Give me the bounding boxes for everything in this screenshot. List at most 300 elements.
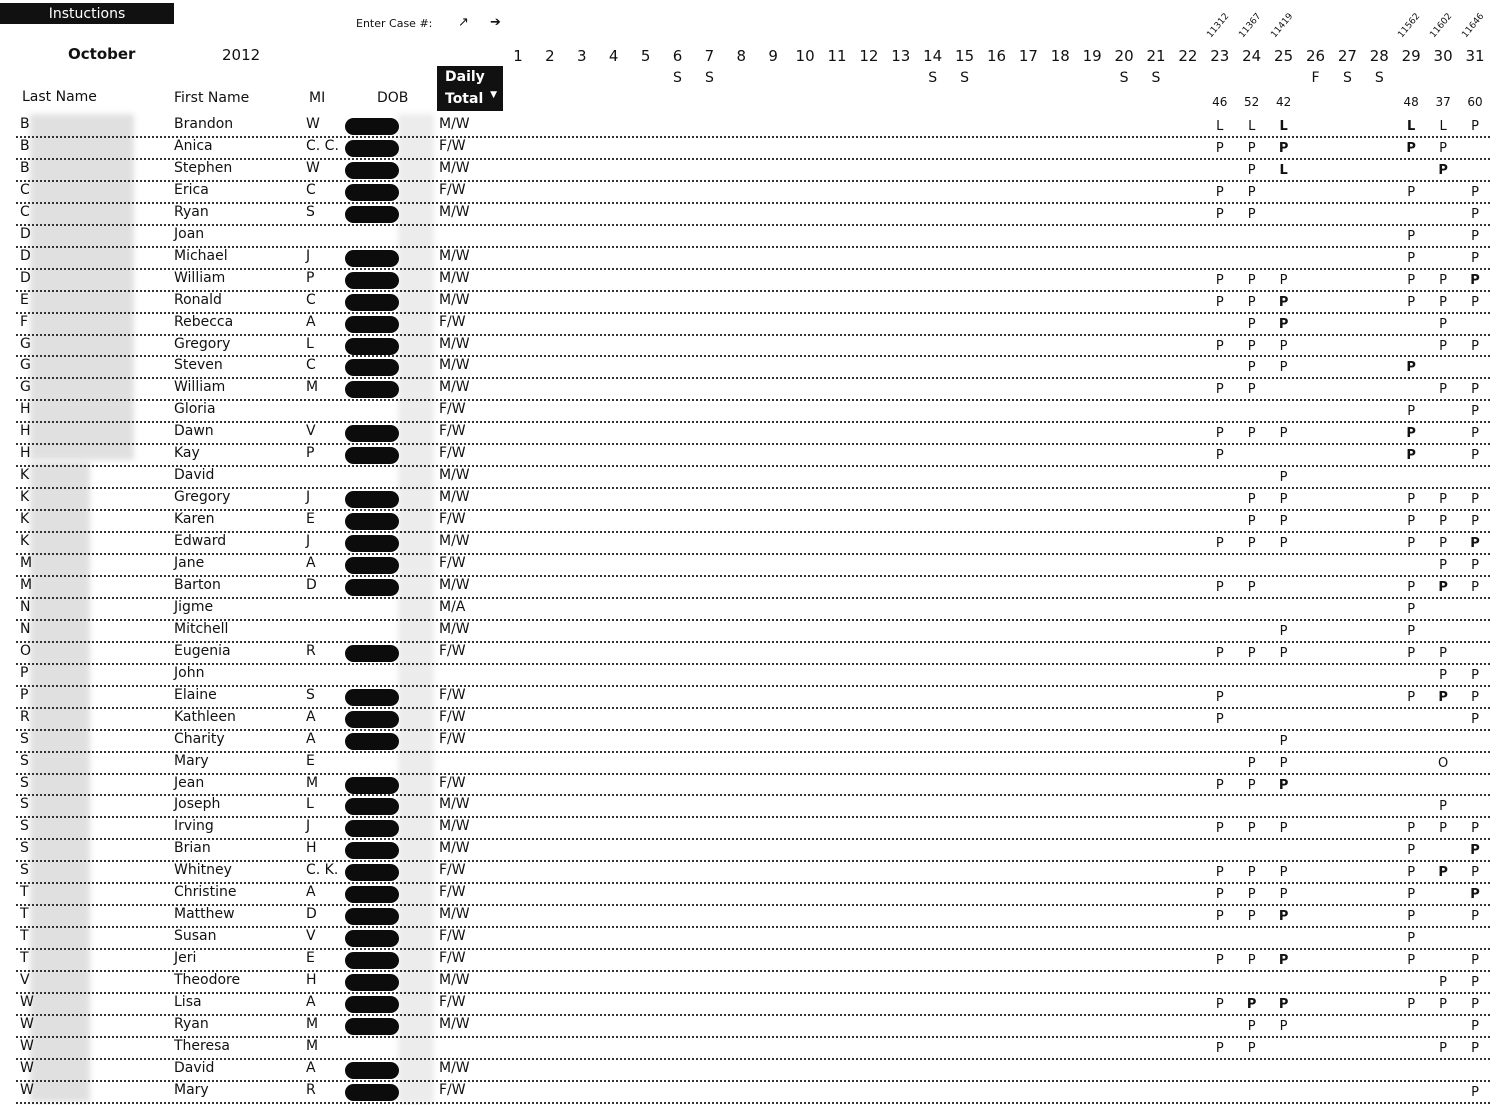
daily-total-button[interactable] <box>437 66 503 111</box>
attendance-mark-day-29[interactable]: P <box>1407 536 1416 552</box>
attendance-mark-day-31[interactable]: P <box>1471 250 1479 266</box>
attendance-mark-day-24[interactable]: P <box>1247 426 1256 442</box>
demographic-cell: M/W <box>439 1015 470 1032</box>
attendance-mark-day-25[interactable]: P <box>1278 294 1289 310</box>
attendance-mark-day-31[interactable]: P <box>1471 997 1479 1012</box>
attendance-mark-day-23[interactable]: P <box>1215 689 1224 705</box>
row-divider <box>16 224 1490 226</box>
attendance-mark-day-30[interactable]: P <box>1439 514 1448 530</box>
demographic-cell: M/W <box>439 796 470 813</box>
attendance-mark-day-24[interactable]: P <box>1247 338 1256 354</box>
mi-cell: V <box>306 423 316 440</box>
attendance-mark-day-23[interactable]: P <box>1215 1040 1224 1056</box>
attendance-mark-day-23[interactable]: P <box>1215 536 1224 552</box>
first-name-cell: Theresa <box>174 1037 230 1054</box>
last-name-cell: W <box>20 1037 34 1054</box>
demographic-cell: F/W <box>439 642 466 659</box>
attendance-mark-day-29[interactable]: P <box>1407 865 1416 881</box>
attendance-mark-day-31[interactable]: P <box>1471 184 1479 200</box>
last-name-cell: T <box>20 928 29 945</box>
attendance-mark-day-24[interactable]: P <box>1247 140 1256 156</box>
last-name-cell: K <box>20 489 30 506</box>
day-14-header: 14 <box>923 47 943 65</box>
attendance-mark-day-31[interactable]: P <box>1471 294 1479 310</box>
daily-total-25: 42 <box>1275 95 1292 109</box>
attendance-mark-day-25[interactable]: P <box>1278 316 1289 332</box>
attendance-mark-day-25[interactable]: P <box>1279 338 1288 354</box>
attendance-mark-day-31[interactable]: P <box>1471 119 1479 134</box>
daily-total-label-1: Daily <box>445 69 485 85</box>
last-name-cell: D <box>20 247 31 264</box>
attendance-mark-day-24[interactable]: P <box>1247 887 1256 903</box>
attendance-mark-day-29[interactable]: P <box>1407 887 1416 903</box>
case-number-30: 11602 <box>1428 11 1455 40</box>
row-divider <box>16 1036 1490 1038</box>
row-divider <box>16 180 1490 182</box>
attendance-mark-day-25[interactable]: P <box>1279 623 1288 639</box>
row-divider <box>16 685 1490 687</box>
attendance-mark-day-31[interactable]: P <box>1471 579 1479 595</box>
dob-redacted-mark <box>345 491 399 508</box>
attendance-mark-day-29[interactable]: P <box>1406 426 1416 442</box>
row-divider <box>16 531 1490 533</box>
attendance-mark-day-25[interactable]: P <box>1278 140 1289 156</box>
day-5-header: 5 <box>640 47 651 65</box>
dob-redacted-mark <box>345 184 399 201</box>
case-number-29: 11562 <box>1396 11 1423 40</box>
attendance-mark-day-31[interactable]: P <box>1471 338 1479 354</box>
attendance-mark-day-31[interactable]: P <box>1471 1084 1479 1100</box>
dob-redacted-mark <box>345 140 399 157</box>
attendance-mark-day-23[interactable]: L <box>1216 119 1224 134</box>
last-name-cell: N <box>20 598 31 615</box>
attendance-mark-day-23[interactable]: P <box>1215 997 1224 1012</box>
day-20-header: 20 <box>1114 47 1134 65</box>
last-name-cell: G <box>20 335 31 352</box>
attendance-mark-day-31[interactable]: P <box>1471 909 1479 925</box>
attendance-mark-day-24[interactable]: L <box>1248 119 1256 134</box>
attendance-mark-day-23[interactable]: P <box>1215 711 1224 727</box>
attendance-mark-day-31[interactable]: P <box>1471 689 1479 705</box>
attendance-mark-day-30[interactable]: P <box>1439 799 1448 815</box>
attendance-mark-day-30[interactable]: P <box>1439 667 1448 683</box>
attendance-mark-day-25[interactable]: P <box>1279 1018 1288 1034</box>
day-18-header: 18 <box>1050 47 1070 65</box>
attendance-mark-day-25[interactable]: P <box>1279 733 1288 749</box>
attendance-mark-day-23[interactable]: P <box>1215 448 1224 464</box>
attendance-mark-day-24[interactable]: P <box>1247 294 1256 310</box>
last-name-cell: S <box>20 774 29 791</box>
dob-redacted-mark <box>345 359 399 376</box>
attendance-mark-day-30[interactable]: P <box>1439 645 1448 661</box>
attendance-mark-day-23[interactable]: P <box>1215 645 1224 661</box>
day-20-letter: S <box>1119 70 1129 86</box>
attendance-mark-day-30[interactable]: P <box>1439 1040 1448 1056</box>
dob-redacted-mark <box>345 535 399 552</box>
last-name-cell: H <box>20 445 31 462</box>
demographic-cell: M/W <box>439 906 470 923</box>
attendance-mark-day-29[interactable]: P <box>1407 645 1416 661</box>
attendance-mark-day-30[interactable]: L <box>1439 119 1447 134</box>
attendance-mark-day-23[interactable]: P <box>1215 426 1224 442</box>
day-23-header: 23 <box>1210 47 1230 65</box>
last-name-cell: C <box>20 203 30 220</box>
mi-cell: E <box>306 752 315 769</box>
attendance-mark-day-25[interactable]: P <box>1278 909 1289 925</box>
attendance-mark-day-31[interactable]: P <box>1471 667 1479 683</box>
last-name-cell: S <box>20 840 29 857</box>
attendance-mark-day-31[interactable]: P <box>1471 382 1479 398</box>
attendance-mark-day-23[interactable]: P <box>1215 953 1224 969</box>
attendance-mark-day-25[interactable]: P <box>1279 272 1288 288</box>
attendance-mark-day-31[interactable]: P <box>1470 272 1480 288</box>
attendance-mark-day-25[interactable]: P <box>1279 865 1288 881</box>
attendance-mark-day-29[interactable]: P <box>1407 931 1416 947</box>
row-divider <box>16 729 1490 731</box>
attendance-mark-day-24[interactable]: P <box>1247 272 1256 288</box>
attendance-mark-day-29[interactable]: P <box>1407 272 1416 288</box>
day-27-letter: S <box>1342 70 1352 86</box>
attendance-mark-day-31[interactable]: P <box>1471 492 1479 508</box>
dob-redacted-mark <box>345 886 399 903</box>
first-name-cell: Mary <box>174 1081 209 1098</box>
last-name-cell: O <box>20 642 32 659</box>
attendance-mark-day-23[interactable]: P <box>1215 579 1224 595</box>
mi-cell: C <box>306 291 316 308</box>
attendance-mark-day-23[interactable]: P <box>1215 338 1224 354</box>
mi-cell: S <box>306 203 315 220</box>
attendance-mark-day-31[interactable]: P <box>1471 953 1479 969</box>
mi-cell: E <box>306 511 315 528</box>
mi-cell: A <box>306 730 316 747</box>
mi-cell: L <box>306 796 314 813</box>
attendance-mark-day-25[interactable]: P <box>1279 492 1288 508</box>
demographic-cell: F/W <box>439 313 466 330</box>
attendance-mark-day-30[interactable]: P <box>1439 382 1448 398</box>
attendance-mark-day-25[interactable]: L <box>1279 119 1288 134</box>
attendance-mark-day-23[interactable]: P <box>1215 140 1224 156</box>
last-name-redaction <box>30 462 90 1102</box>
attendance-mark-day-24[interactable]: P <box>1247 645 1256 661</box>
attendance-mark-day-25[interactable]: P <box>1279 426 1288 442</box>
attendance-mark-day-25[interactable]: P <box>1279 470 1288 486</box>
attendance-mark-day-31[interactable]: P <box>1471 558 1479 573</box>
day-1-header: 1 <box>513 47 523 65</box>
last-name-cell: T <box>20 884 29 901</box>
attendance-mark-day-29[interactable]: P <box>1407 579 1416 595</box>
attendance-mark-day-25[interactable]: P <box>1279 360 1288 376</box>
daily-total-23: 46 <box>1212 95 1228 109</box>
daily-total-30: 37 <box>1435 95 1451 109</box>
attendance-mark-day-31[interactable]: P <box>1471 228 1479 244</box>
attendance-mark-day-24[interactable]: P <box>1247 184 1256 200</box>
attendance-mark-day-24[interactable]: P <box>1246 997 1257 1012</box>
attendance-mark-day-24[interactable]: P <box>1247 579 1256 595</box>
attendance-mark-day-29[interactable]: P <box>1407 623 1416 639</box>
attendance-mark-day-25[interactable]: P <box>1279 821 1288 837</box>
attendance-mark-day-23[interactable]: P <box>1215 909 1224 925</box>
attendance-mark-day-30[interactable]: P <box>1439 975 1448 991</box>
attendance-mark-day-30[interactable]: P <box>1439 294 1448 310</box>
first-name-cell: Erica <box>174 181 209 198</box>
attendance-mark-day-30[interactable]: P <box>1439 272 1448 288</box>
mi-cell: R <box>306 1081 316 1098</box>
first-name-cell: Ronald <box>174 291 222 308</box>
attendance-mark-day-29[interactable]: P <box>1407 404 1416 420</box>
demographic-cell: F/W <box>439 884 466 901</box>
attendance-mark-day-29[interactable]: P <box>1407 601 1416 617</box>
attendance-mark-day-24[interactable]: P <box>1247 865 1256 881</box>
day-21-header: 21 <box>1146 47 1166 65</box>
header-first-name: First Name <box>174 90 250 106</box>
attendance-mark-day-24[interactable]: P <box>1247 360 1256 376</box>
last-name-cell: K <box>20 533 30 550</box>
demographic-cell: M/W <box>439 159 470 176</box>
attendance-mark-day-25[interactable]: L <box>1279 162 1288 178</box>
attendance-mark-day-29[interactable]: L <box>1407 119 1416 134</box>
attendance-mark-day-24[interactable]: P <box>1247 206 1256 222</box>
attendance-mark-day-23[interactable]: P <box>1215 272 1224 288</box>
first-name-cell: Joseph <box>174 796 221 813</box>
row-divider <box>16 860 1490 862</box>
last-name-cell: H <box>20 423 31 440</box>
mi-cell: P <box>306 445 315 462</box>
row-divider <box>16 553 1490 555</box>
attendance-mark-day-24[interactable]: P <box>1247 492 1256 508</box>
demographic-cell: M/W <box>439 620 470 637</box>
day-14-letter: S <box>928 70 938 86</box>
attendance-mark-day-31[interactable]: P <box>1471 1040 1479 1056</box>
demographic-cell: M/A <box>439 598 466 615</box>
attendance-mark-day-25[interactable]: P <box>1279 514 1288 530</box>
first-name-cell: John <box>174 664 205 681</box>
demographic-cell: M/W <box>439 467 470 484</box>
attendance-mark-day-23[interactable]: P <box>1215 294 1224 310</box>
daily-total-label-2: Total <box>445 91 484 107</box>
day-26-letter: F <box>1311 70 1320 86</box>
attendance-mark-day-30[interactable]: P <box>1438 162 1448 178</box>
attendance-mark-day-29[interactable]: P <box>1407 997 1416 1012</box>
attendance-mark-day-31[interactable]: P <box>1470 887 1480 903</box>
day-15-header: 15 <box>955 47 975 65</box>
attendance-mark-day-30[interactable]: P <box>1438 865 1448 881</box>
demographic-cell: F/W <box>439 1081 466 1098</box>
mi-cell: C. C. <box>306 137 339 154</box>
case-number-31: 11646 <box>1460 11 1487 40</box>
demographic-cell: M/W <box>439 335 470 352</box>
arrow-right-icon[interactable]: ➔ <box>490 15 501 30</box>
last-name-cell: S <box>20 752 29 769</box>
attendance-mark-day-24[interactable]: P <box>1247 821 1256 837</box>
dob-redacted-mark <box>345 952 399 969</box>
mi-cell: L <box>306 335 314 352</box>
attendance-mark-day-31[interactable]: P <box>1471 865 1479 881</box>
attendance-mark-day-30[interactable]: P <box>1439 536 1448 552</box>
last-name-cell: P <box>20 664 29 681</box>
attendance-mark-day-25[interactable]: P <box>1278 953 1289 969</box>
attendance-mark-day-25[interactable]: P <box>1278 997 1289 1012</box>
dob-redacted-mark <box>345 381 399 398</box>
attendance-mark-day-31[interactable]: P <box>1470 536 1480 552</box>
attendance-mark-day-23[interactable]: P <box>1215 777 1224 793</box>
first-name-cell: Jean <box>174 774 205 791</box>
case-number-23: 11312 <box>1205 11 1232 40</box>
case-number-24: 11367 <box>1237 11 1264 40</box>
row-divider <box>16 487 1490 489</box>
attendance-mark-day-29[interactable]: P <box>1407 689 1416 705</box>
attendance-mark-day-24[interactable]: P <box>1247 514 1256 530</box>
day-4-header: 4 <box>608 47 619 65</box>
attendance-mark-day-30[interactable]: P <box>1439 140 1448 156</box>
attendance-mark-day-23[interactable]: P <box>1215 865 1224 881</box>
attendance-mark-day-29[interactable]: P <box>1407 492 1416 508</box>
mi-cell: H <box>306 840 317 857</box>
day-10-header: 10 <box>795 47 815 65</box>
daily-total-24: 52 <box>1244 95 1260 109</box>
attendance-mark-day-29[interactable]: P <box>1406 448 1416 464</box>
attendance-mark-day-30[interactable]: O <box>1437 755 1449 771</box>
last-name-cell: P <box>20 686 29 703</box>
attendance-mark-day-31[interactable]: P <box>1471 206 1479 222</box>
arrow-northeast-icon[interactable]: ↗ <box>458 15 469 30</box>
row-divider <box>16 794 1490 796</box>
first-name-cell: Ryan <box>174 1015 209 1032</box>
attendance-mark-day-31[interactable]: P <box>1470 843 1480 859</box>
attendance-mark-day-24[interactable]: P <box>1247 909 1256 925</box>
day-8-header: 8 <box>736 47 747 65</box>
attendance-mark-day-30[interactable]: P <box>1438 689 1448 705</box>
attendance-mark-day-25[interactable]: P <box>1279 536 1288 552</box>
day-13-header: 13 <box>891 47 911 65</box>
row-divider <box>16 641 1490 643</box>
attendance-mark-day-24[interactable]: P <box>1247 316 1256 332</box>
last-name-cell: G <box>20 379 31 396</box>
attendance-mark-day-31[interactable]: P <box>1471 514 1479 530</box>
attendance-mark-day-30[interactable]: P <box>1439 821 1448 837</box>
row-divider <box>16 904 1490 906</box>
mi-cell: M <box>306 774 319 791</box>
first-name-cell: Matthew <box>174 906 235 923</box>
attendance-mark-day-31[interactable]: P <box>1471 448 1479 464</box>
attendance-mark-day-30[interactable]: P <box>1439 338 1448 354</box>
attendance-mark-day-24[interactable]: P <box>1247 777 1256 793</box>
demographic-cell: F/W <box>439 950 466 967</box>
first-name-cell: Brandon <box>174 116 234 132</box>
attendance-mark-day-29[interactable]: P <box>1407 184 1416 200</box>
attendance-mark-day-29[interactable]: P <box>1407 514 1416 530</box>
last-name-cell: E <box>20 291 29 308</box>
attendance-mark-day-23[interactable]: P <box>1215 206 1224 222</box>
last-name-cell: G <box>20 357 31 374</box>
row-divider <box>16 838 1490 840</box>
attendance-mark-day-24[interactable]: P <box>1247 536 1256 552</box>
first-name-cell: William <box>174 379 226 396</box>
attendance-mark-day-31[interactable]: P <box>1471 821 1479 837</box>
attendance-mark-day-25[interactable]: P <box>1278 777 1289 793</box>
daily-total-29: 48 <box>1403 95 1419 109</box>
attendance-mark-day-25[interactable]: P <box>1279 645 1288 661</box>
attendance-mark-day-24[interactable]: P <box>1247 162 1256 178</box>
attendance-mark-day-29[interactable]: P <box>1407 909 1416 925</box>
last-name-cell: W <box>20 994 34 1010</box>
dob-redacted-mark <box>345 338 399 355</box>
attendance-mark-day-30[interactable]: P <box>1439 558 1448 573</box>
row-divider <box>16 1058 1490 1060</box>
first-name-cell: Gregory <box>174 335 231 352</box>
demographic-cell: F/W <box>439 181 466 198</box>
attendance-mark-day-29[interactable]: P <box>1407 228 1416 244</box>
attendance-mark-day-31[interactable]: P <box>1471 975 1479 991</box>
attendance-mark-day-31[interactable]: P <box>1471 404 1479 420</box>
last-name-cell: T <box>20 950 29 967</box>
attendance-mark-day-29[interactable]: P <box>1407 821 1416 837</box>
row-divider <box>16 948 1490 950</box>
demographic-cell: F/W <box>439 137 466 154</box>
last-name-cell: N <box>20 620 31 637</box>
day-3-header: 3 <box>577 47 587 65</box>
first-name-cell: Rebecca <box>174 313 234 330</box>
mi-cell: P <box>306 269 315 286</box>
row-divider <box>16 1102 1490 1104</box>
first-name-cell: Steven <box>174 357 223 374</box>
attendance-mark-day-31[interactable]: P <box>1471 711 1479 727</box>
instructions-button[interactable]: Instuctions <box>0 3 174 24</box>
attendance-mark-day-29[interactable]: P <box>1407 250 1416 266</box>
attendance-mark-day-31[interactable]: P <box>1471 1018 1479 1034</box>
mi-cell: A <box>306 884 316 901</box>
row-divider <box>16 399 1490 401</box>
attendance-mark-day-29[interactable]: P <box>1406 360 1416 376</box>
day-22-header: 22 <box>1178 47 1198 65</box>
attendance-mark-day-23[interactable]: P <box>1215 821 1224 837</box>
attendance-mark-day-24[interactable]: P <box>1247 755 1256 771</box>
mi-cell: M <box>306 379 319 396</box>
first-name-cell: Irving <box>174 818 214 835</box>
mi-cell: C <box>306 181 316 198</box>
attendance-mark-day-24[interactable]: P <box>1247 1040 1256 1056</box>
day-21-letter: S <box>1151 70 1161 86</box>
dob-redacted-mark <box>345 1018 399 1035</box>
attendance-mark-day-31[interactable]: P <box>1471 426 1479 442</box>
dob-redacted-mark <box>345 974 399 991</box>
demographic-cell: M/W <box>439 357 470 374</box>
attendance-mark-day-30[interactable]: P <box>1438 579 1448 595</box>
month-label: October <box>68 45 136 63</box>
attendance-mark-day-29[interactable]: P <box>1407 953 1416 969</box>
attendance-mark-day-25[interactable]: P <box>1279 887 1288 903</box>
attendance-mark-day-25[interactable]: P <box>1279 755 1288 771</box>
attendance-mark-day-30[interactable]: P <box>1439 997 1448 1012</box>
attendance-mark-day-29[interactable]: P <box>1407 843 1416 859</box>
dob-redacted-mark <box>345 294 399 311</box>
attendance-mark-day-24[interactable]: P <box>1247 1018 1256 1034</box>
mi-cell: W <box>306 159 320 176</box>
dob-redacted-mark <box>345 425 399 442</box>
attendance-mark-day-29[interactable]: P <box>1406 140 1416 156</box>
mi-cell: M <box>306 1037 319 1054</box>
attendance-mark-day-24[interactable]: P <box>1247 953 1256 969</box>
attendance-mark-day-23[interactable]: P <box>1215 184 1224 200</box>
attendance-mark-day-23[interactable]: P <box>1215 382 1224 398</box>
day-7-letter: S <box>704 70 714 86</box>
attendance-mark-day-30[interactable]: P <box>1439 492 1448 508</box>
first-name-cell: Jeri <box>174 950 197 967</box>
attendance-mark-day-30[interactable]: P <box>1439 316 1448 332</box>
attendance-mark-day-23[interactable]: P <box>1215 887 1224 903</box>
row-divider <box>16 816 1490 818</box>
attendance-mark-day-24[interactable]: P <box>1247 382 1256 398</box>
attendance-mark-day-29[interactable]: P <box>1407 294 1416 310</box>
